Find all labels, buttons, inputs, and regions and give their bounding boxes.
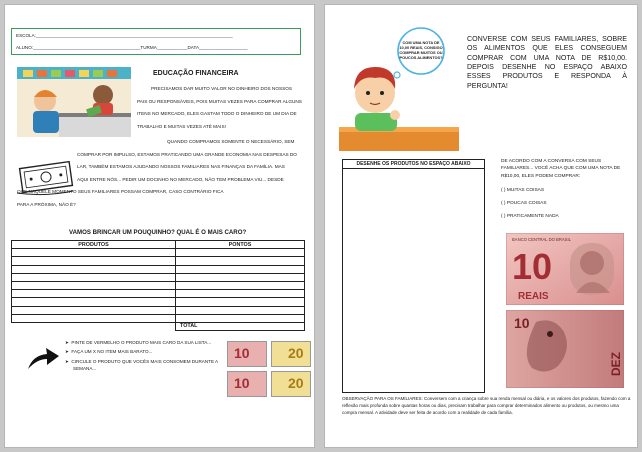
student-header-box	[11, 28, 301, 55]
points-cell[interactable]	[176, 249, 305, 257]
question-text: DE ACORDO COM A CONVERSA COM SEUS FAMILIARES... VOCÊ ACHA QUE COM UMA NOTA DE R$10,00, ELES PODEM COMPRAR:	[501, 159, 621, 179]
turma-label: TURMA	[140, 45, 157, 50]
instruction-item: ➤ CIRCULE O PRODUTO QUE VOCÊS MAIS CONSOMEM DURANTE A SEMANA...	[65, 358, 218, 372]
banknote-front	[506, 233, 624, 305]
bank-name-text: BANCO CENTRAL DO BRASIL	[512, 237, 571, 242]
note-currency-text: REAIS	[518, 291, 549, 302]
table-row	[12, 306, 305, 314]
escola-label: ESCOLA:	[16, 33, 36, 38]
note-back-value-text: 10	[514, 315, 530, 331]
instruction-item: ➤ PINTE DE VERMELHO O PRODUTO MAIS CARO DA SUA LISTA...	[65, 340, 212, 345]
note-20-thumb: 20	[271, 371, 311, 397]
table-row	[12, 314, 305, 322]
curved-arrow-icon	[25, 345, 61, 373]
data-label: DATA	[187, 45, 200, 50]
section-title: EDUCAÇÃO FINANCEIRA	[153, 70, 239, 77]
student-line: ALUNO:__________________________________________TURMA____________DATA___________________	[16, 45, 248, 50]
product-cell[interactable]	[12, 257, 176, 265]
points-cell[interactable]	[176, 273, 305, 281]
product-cell[interactable]	[12, 298, 176, 306]
instructions-list	[65, 339, 225, 374]
points-cell[interactable]	[176, 314, 305, 322]
product-cell[interactable]	[12, 265, 176, 273]
question-title: VAMOS BRINCAR UM POUQUINHO? QUAL É O MAIS CARO?	[69, 229, 247, 236]
paragraph-2: QUANDO COMPRAMOS SOMENTE O NECESSÁRIO, SEM COMPRAR POR IMPULSO, ESTAMOS PRATICANDO UMA GRANDE ECONOMIA NAS DESPESAS DO LAR, TAMBÉM ESTAMOS AJUDANDO NOSSOS FAMILIARES NAS FINANÇAS DA FAMÍLIA. MAS AQUI ENTRE NÓS... PEDIR UM DOCINHO NO MERCADO, NÃO TEM PROBLEMA VIU... DESDE QUE NAQUELE MOMENTO SEUS FAMILIARES POSSAM COMPRAR, CASO CONTRÁRIO FICA PARA A PRÓXIMA, NÃO É?	[17, 139, 297, 207]
worksheet-page-2	[324, 4, 638, 448]
products-table	[11, 240, 305, 331]
thought-bubble-text: COM UMA NOTA DE 10,00 REAIS, CONSIGO COMPRAR MUITOS OU POUCOS ALIMENTOS?	[399, 40, 443, 60]
market-cashier-illustration	[17, 67, 131, 137]
total-cell: TOTAL	[176, 322, 305, 330]
aluno-label: ALUNO:	[16, 45, 34, 50]
note-10-thumb: 10	[227, 341, 267, 367]
note-20-thumb: 20	[271, 341, 311, 367]
points-cell[interactable]	[176, 281, 305, 289]
instructions-text: CONVERSE COM SEUS FAMILIARES, SOBRE OS ALIMENTOS QUE ELES CONSEGUEM COMPRAR COM UMA NOTA DE R$10,00. DEPOIS DESENHE NO ESPAÇO ABAIXO ESSES PRODUTOS E RESPONDA À PERGUNTA!	[467, 35, 627, 90]
table-row	[12, 290, 305, 298]
column-header-products: PRODUTOS	[12, 241, 176, 249]
table-row	[12, 265, 305, 273]
note-back-word-text: DEZ	[609, 352, 623, 376]
product-cell[interactable]	[12, 314, 176, 322]
product-cell[interactable]	[12, 273, 176, 281]
drawing-area[interactable]	[342, 159, 485, 393]
paragraph-1: PRECISAMOS DAR MUITO VALOR NO DINHEIRO DOS NOSSOS PAIS OU RESPONSÁVEIS, POIS MUITAS VEZES PARA COMPRAR ALGUNS ITENS NO MERCADO, ELES GASTAM TODO O DINHEIRO DE UM DIA DE TRABALHO E MUITAS VEZES ATÉ MAIS!	[137, 86, 302, 129]
table-row	[12, 249, 305, 257]
product-cell[interactable]	[12, 249, 176, 257]
option-poucas-coisas[interactable]: ( ) POUCAS COISAS	[501, 201, 547, 206]
points-cell[interactable]	[176, 265, 305, 273]
instruction-item: ➤ FAÇA UM X NO ITEM MAIS BARATO...	[65, 349, 153, 355]
points-cell[interactable]	[176, 290, 305, 298]
option-muitas-coisas[interactable]: ( ) MUITAS COISAS	[501, 188, 545, 193]
table-row	[12, 281, 305, 289]
table-row	[12, 322, 305, 330]
worksheet-page-1	[4, 4, 315, 448]
table-row	[12, 298, 305, 306]
family-note: OBSERVAÇÃO PARA OS FAMILIARES: Conversem com a criança sobre sua renda mensal ou diária, e os valores dos produtos, fazendo com a reflexão mais profunda sobre quantas horas ou dias, precisam trabalhar para comprar determinados alimento ou produtos, ou mesmo uma compra mensal. A atividade deve ser feita de acordo com a realidade de cada família.	[342, 396, 631, 416]
option-praticamente-nada[interactable]: ( ) PRATICAMENTE NADA	[501, 214, 559, 219]
product-cell[interactable]	[12, 306, 176, 314]
column-header-points: PONTOS	[176, 241, 305, 249]
product-cell[interactable]	[12, 281, 176, 289]
table-row	[12, 273, 305, 281]
note-10-thumb: 10	[227, 371, 267, 397]
points-cell[interactable]	[176, 306, 305, 314]
table-row	[12, 257, 305, 265]
drawing-area-caption: DESENHE OS PRODUTOS NO ESPAÇO ABAIXO	[343, 160, 484, 169]
points-cell[interactable]	[176, 257, 305, 265]
banknote-thumbnails	[227, 341, 311, 399]
points-cell[interactable]	[176, 298, 305, 306]
product-cell[interactable]	[12, 290, 176, 298]
school-line: ESCOLA:_____________________________________________________________________________	[16, 33, 233, 38]
note-value-text: 10	[512, 246, 553, 287]
products-table-body	[12, 249, 305, 331]
banknote-back	[506, 310, 624, 388]
